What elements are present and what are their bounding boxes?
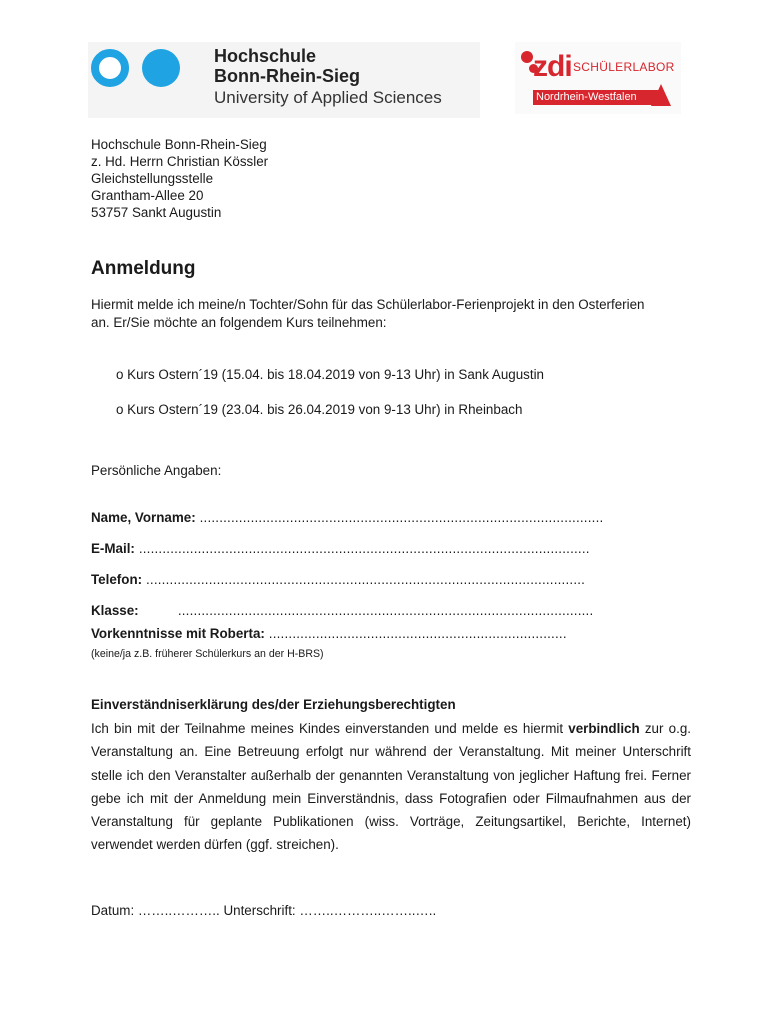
address-line: Gleichstellungsstelle: [91, 171, 214, 186]
phone-field[interactable]: [91, 572, 585, 587]
address-line: Grantham-Allee 20: [91, 188, 204, 203]
phone-field-dots[interactable]: ................................................................................................................: [142, 572, 586, 587]
signature-dots[interactable]: ……..………..……..…..: [295, 903, 437, 918]
zdi-logo: [515, 42, 681, 114]
course-option-rheinbach[interactable]: o Kurs Ostern´19 (23.04. bis 26.04.2019 von 9-13 Uhr) in Rheinbach: [116, 402, 523, 417]
name-field[interactable]: [91, 510, 603, 525]
class-field-dots[interactable]: ..........................................................................................................: [138, 603, 594, 618]
date-dots[interactable]: ……..………..: [134, 903, 224, 918]
course-option-sankt-augustin[interactable]: o Kurs Ostern´19 (15.04. bis 18.04.2019 von 9-13 Uhr) in Sank Augustin: [116, 367, 545, 382]
signature-label: Unterschrift:: [223, 903, 296, 918]
prior-knowledge-label: Vorkenntnisse mit Roberta:: [91, 626, 265, 641]
phone-field-label: Telefon:: [91, 572, 143, 587]
prior-knowledge-field[interactable]: [91, 626, 567, 641]
consent-text-bold: verbindlich: [568, 721, 640, 736]
logo-text-line3: University of Applied Sciences: [214, 88, 442, 107]
consent-text-start: Ich bin mit der Teilnahme meines Kindes einverstanden und melde es hiermit: [91, 721, 569, 736]
consent-text-end: zur o.g. Veranstaltung an. Eine Betreuung erfolgt nur während der Veranstaltung. Mit meiner Unterschrift stelle ich den Veranstalter außerhalb der genannten Veranstaltung von jeglicher Haftung frei. Ferner gebe ich mit der Anmeldung mein Einverständnis, dass Fotografien oder Filmaufnahmen aus der Veranstaltung für geplante Publikationen (wiss. Vorträge, Zeitungsartikel, Berichte, Internet) verwendet werden dürfen (ggf. streichen).: [91, 721, 691, 853]
logo-dot-icon: [142, 49, 180, 87]
gear-icon: [521, 51, 533, 63]
prior-knowledge-dots[interactable]: ............................................................................: [264, 626, 567, 641]
logo-ring-icon: [91, 49, 129, 87]
consent-body: [91, 717, 691, 857]
email-field-dots[interactable]: ...................................................................................................................: [134, 541, 590, 556]
prior-knowledge-hint: (keine/ja z.B. früherer Schülerkurs an der H-BRS): [91, 648, 324, 660]
email-field[interactable]: [91, 541, 590, 556]
intro-line: an. Er/Sie möchte an folgendem Kurs teilnehmen:: [91, 315, 387, 330]
zdi-region-band: Nordrhein-Westfalen: [533, 90, 660, 105]
personal-heading: Persönliche Angaben:: [91, 463, 222, 478]
address-line: z. Hd. Herrn Christian Kössler: [91, 154, 269, 169]
logo-text-line2: Bonn-Rhein-Sieg: [214, 66, 360, 86]
class-field-label: Klasse:: [91, 603, 139, 618]
address-line: Hochschule Bonn-Rhein-Sieg: [91, 137, 267, 152]
email-field-label: E-Mail:: [91, 541, 135, 556]
zdi-wordmark: zdi: [533, 50, 572, 83]
date-label: Datum:: [91, 903, 135, 918]
name-field-dots[interactable]: .......................................................................................................: [195, 510, 604, 525]
class-field[interactable]: [91, 603, 593, 618]
logo-text-line1: Hochschule: [214, 46, 317, 66]
consent-heading: Einverständniserklärung des/der Erziehungsberechtigten: [91, 697, 456, 712]
page-title: Anmeldung: [91, 258, 196, 279]
name-field-label: Name, Vorname:: [91, 510, 196, 525]
hbrs-logo: [88, 42, 480, 118]
flask-icon: [651, 84, 671, 106]
intro-line: Hiermit melde ich meine/n Tochter/Sohn für das Schülerlabor-Ferienprojekt in den Osterferien: [91, 297, 645, 312]
signature-line[interactable]: [91, 903, 436, 918]
address-line: 53757 Sankt Augustin: [91, 205, 222, 220]
zdi-subtitle: SCHÜLERLABOR: [573, 60, 675, 74]
